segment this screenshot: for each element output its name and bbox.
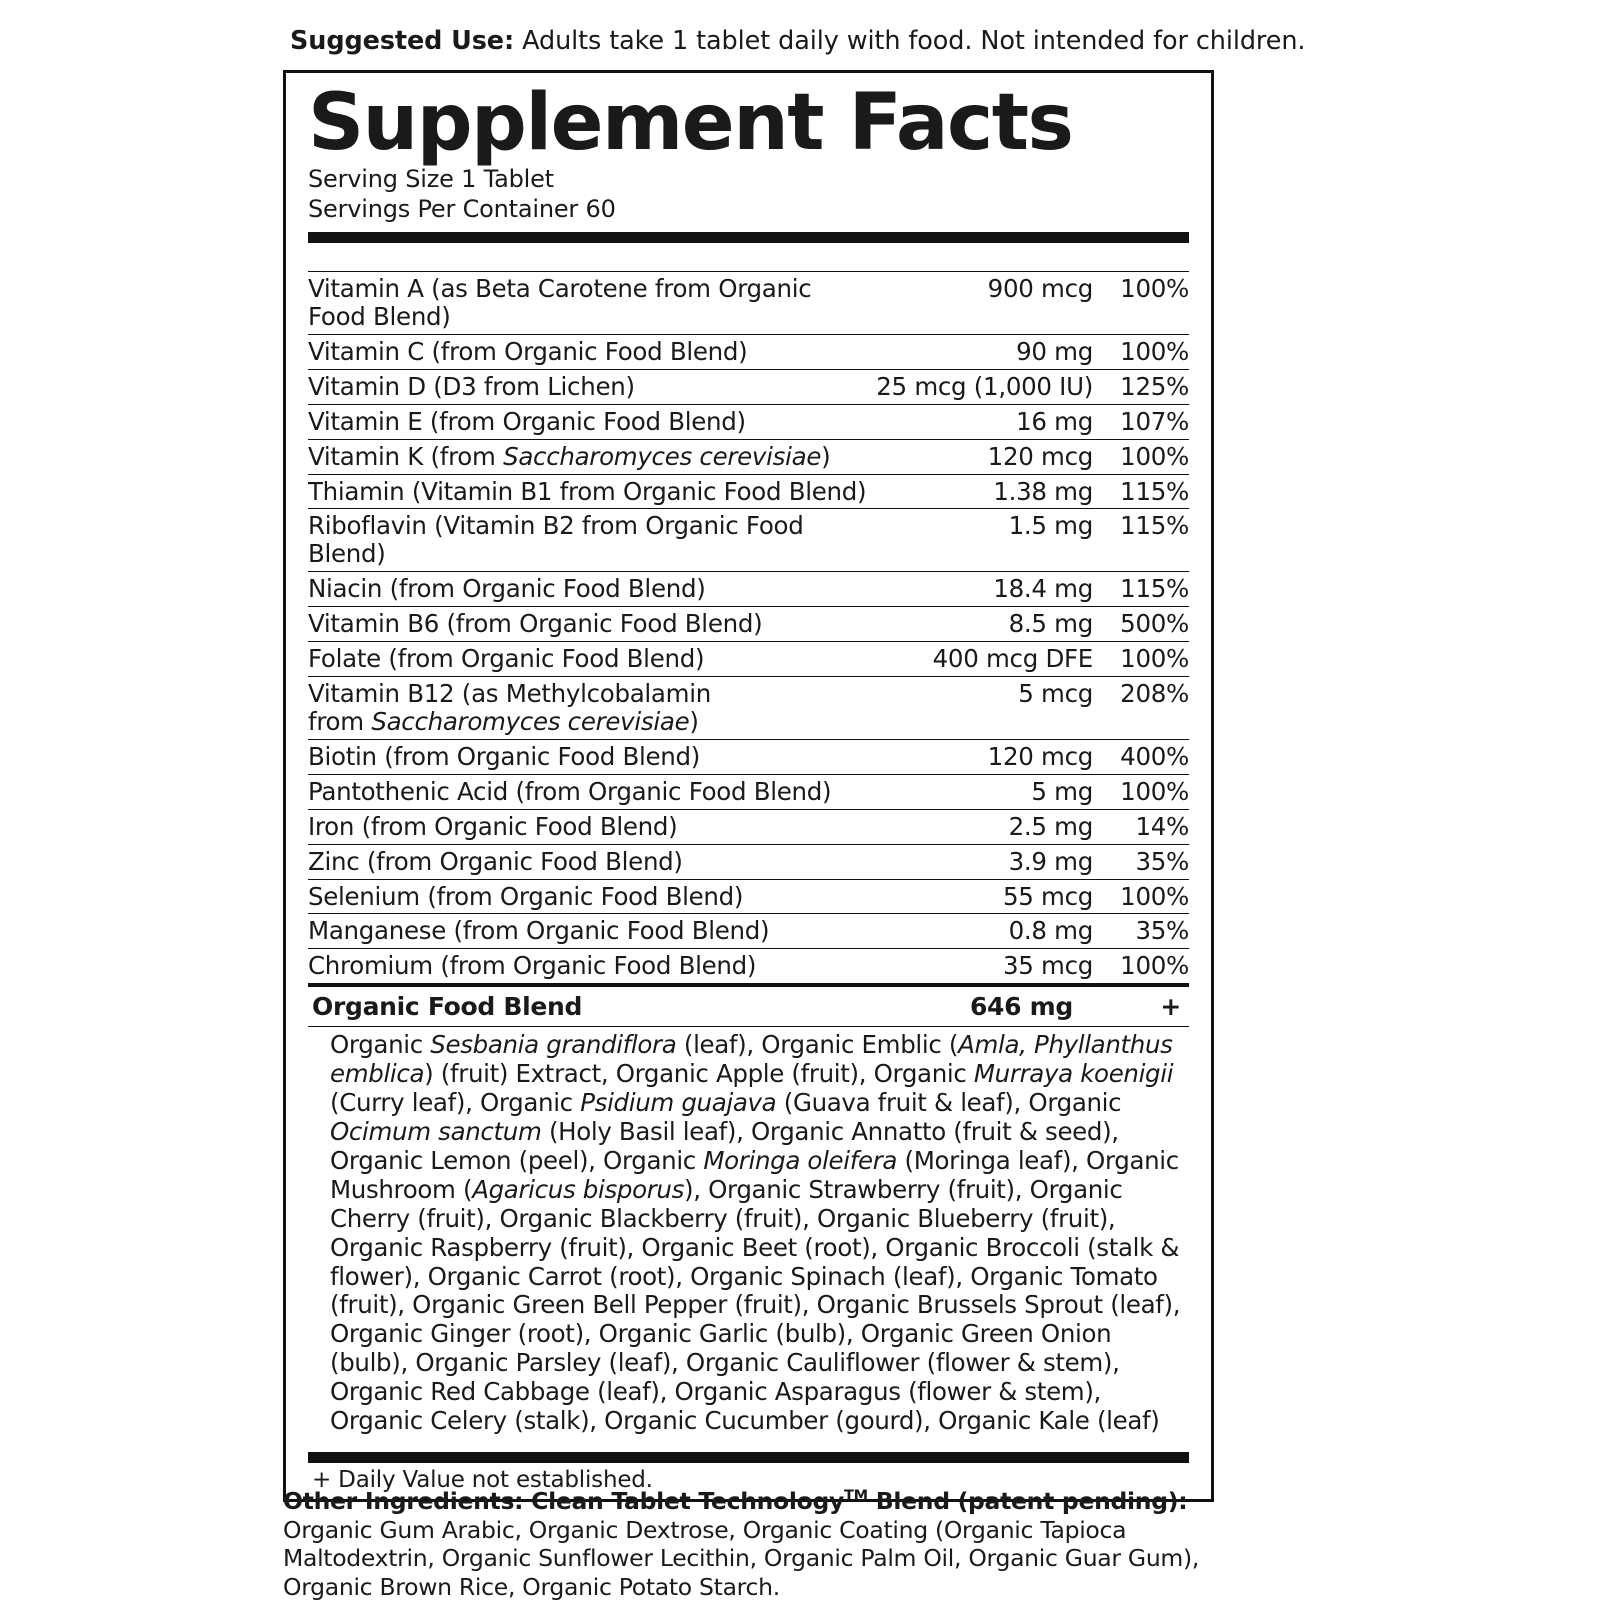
nutrient-daily-value: 100%: [1093, 334, 1189, 369]
table-row: [308, 271, 1189, 334]
nutrient-daily-value: 400%: [1093, 739, 1189, 774]
table-row: [308, 334, 1189, 369]
nutrient-name: Niacin (from Organic Food Blend): [308, 572, 876, 607]
nutrient-daily-value: 100%: [1093, 774, 1189, 809]
nutrient-daily-value: 100%: [1093, 439, 1189, 474]
suggested-use-line: [290, 26, 1310, 57]
blend-header-row: [308, 987, 1189, 1026]
other-ingredients-label: [283, 1487, 1187, 1515]
nutrient-daily-value: 107%: [1093, 404, 1189, 439]
nutrient-name: Zinc (from Organic Food Blend): [308, 844, 876, 879]
table-row: [308, 774, 1189, 809]
nutrient-daily-value: 35%: [1093, 914, 1189, 949]
nutrient-daily-value: 100%: [1093, 879, 1189, 914]
nutrient-daily-value: 35%: [1093, 844, 1189, 879]
table-row: [308, 809, 1189, 844]
page-title: Supplement Facts: [308, 78, 1073, 168]
supplement-facts-panel: [283, 70, 1214, 1505]
table-row: [308, 879, 1189, 914]
nutrient-daily-value: 115%: [1093, 509, 1189, 572]
nutrient-daily-value: 115%: [1093, 572, 1189, 607]
nutrient-daily-value: 115%: [1093, 474, 1189, 509]
nutrient-name: Biotin (from Organic Food Blend): [308, 739, 876, 774]
suggested-use-text: Adults take 1 tablet daily with food. Not intended for children.: [514, 26, 1306, 56]
table-row: [308, 474, 1189, 509]
nutrient-daily-value: 14%: [1093, 809, 1189, 844]
nutrient-name: Selenium (from Organic Food Blend): [308, 879, 876, 914]
nutrient-amount: 120 mcg: [876, 439, 1093, 474]
nutrient-daily-value: 208%: [1093, 677, 1189, 740]
serving-size: Serving Size 1 Tablet: [308, 165, 554, 194]
divider-thick-bottom: [308, 1452, 1189, 1463]
blend-daily-value: +: [1160, 992, 1181, 1022]
blend-ingredients: Organic Sesbania grandiflora (leaf), Organic Emblic (Amla, Phyllanthus emblica) (fruit) Extract, Organic Apple (fruit), Organic Murraya koenigii (Curry leaf), Organic Psidium guajava (Guava fruit & leaf), Organic Ocimum sanctum (Holy Basil leaf), Organic Annatto (fruit & seed), Organic Lemon (peel), Organic Moringa oleifera (Moringa leaf), Organic Mushroom (Agaricus bisporus), Organic Strawberry (fruit), Organic Cherry (fruit), Organic Blackberry (fruit), Organic Blueberry (fruit), Organic Raspberry (fruit), Organic Beet (root), Organic Broccoli (stalk & flower), Organic Carrot (root), Organic Spinach (leaf), Organic Tomato (fruit), Organic Green Bell Pepper (fruit), Organic Brussels Sprout (leaf), Organic Ginger (root), Organic Garlic (bulb), Organic Green Onion (bulb), Organic Parsley (leaf), Organic Cauliflower (flower & stem), Organic Red Cabbage (leaf), Organic Asparagus (flower & stem), Organic Celery (stalk), Organic Cucumber (gourd), Organic Kale (leaf): [330, 1030, 1181, 1436]
nutrient-daily-value: 100%: [1093, 271, 1189, 334]
nutrient-amount: 400 mcg DFE: [876, 642, 1093, 677]
nutrient-name: Chromium (from Organic Food Blend): [308, 949, 876, 983]
nutrient-name: Vitamin A (as Beta Carotene from Organic Food Blend): [308, 271, 876, 334]
table-row: [308, 439, 1189, 474]
nutrient-name: Riboflavin (Vitamin B2 from Organic Food Blend): [308, 509, 876, 572]
divider-thick-top: [308, 232, 1189, 243]
spacer: [308, 243, 1189, 271]
nutrient-amount: 0.8 mg: [876, 914, 1093, 949]
daily-value-footnote: + Daily Value not established.: [312, 1467, 653, 1494]
nutrient-name: Vitamin B12 (as Methylcobalamin from Saccharomyces cerevisiae): [308, 677, 876, 740]
nutrient-daily-value: 100%: [1093, 642, 1189, 677]
table-row: [308, 642, 1189, 677]
suggested-use-label: Suggested Use:: [290, 26, 515, 56]
trademark-mark: TM: [844, 1487, 868, 1505]
table-row: [308, 607, 1189, 642]
nutrient-amount: 25 mcg (1,000 IU): [876, 369, 1093, 404]
table-row: [308, 572, 1189, 607]
nutrient-name: Vitamin K (from Saccharomyces cerevisiae): [308, 439, 876, 474]
nutrient-name: Manganese (from Organic Food Blend): [308, 914, 876, 949]
blend-name: Organic Food Blend: [312, 992, 583, 1022]
other-ingredients: [283, 1487, 1218, 1602]
nutrient-amount: 3.9 mg: [876, 844, 1093, 879]
nutrient-amount: 900 mcg: [876, 271, 1093, 334]
nutrient-name: Iron (from Organic Food Blend): [308, 809, 876, 844]
nutrient-amount: 90 mg: [876, 334, 1093, 369]
other-ingredients-label-tail: Blend (patent pending):: [867, 1487, 1188, 1515]
nutrient-name: Thiamin (Vitamin B1 from Organic Food Blend): [308, 474, 876, 509]
table-row: [308, 949, 1189, 983]
nutrient-amount: 55 mcg: [876, 879, 1093, 914]
table-row: [308, 369, 1189, 404]
nutrient-name: Vitamin C (from Organic Food Blend): [308, 334, 876, 369]
nutrient-amount: 8.5 mg: [876, 607, 1093, 642]
servings-per-container: Servings Per Container 60: [308, 194, 616, 223]
table-row: [308, 739, 1189, 774]
nutrient-name: Pantothenic Acid (from Organic Food Blend): [308, 774, 876, 809]
blend-amount: 646 mg: [969, 992, 1073, 1022]
nutrient-amount: 120 mcg: [876, 739, 1093, 774]
nutrient-name: Vitamin E (from Organic Food Blend): [308, 404, 876, 439]
nutrient-amount: 16 mg: [876, 404, 1093, 439]
nutrient-amount: 1.38 mg: [876, 474, 1093, 509]
nutrient-daily-value: 100%: [1093, 949, 1189, 983]
nutrient-name: Vitamin D (D3 from Lichen): [308, 369, 876, 404]
nutrient-name: Folate (from Organic Food Blend): [308, 642, 876, 677]
other-ingredients-text: Organic Gum Arabic, Organic Dextrose, Organic Coating (Organic Tapioca Maltodextrin, Organic Sunflower Lecithin, Organic Palm Oil, Organic Guar Gum), Organic Brown Rice, Organic Potato Starch.: [283, 1515, 1200, 1601]
nutrient-amount: 5 mg: [876, 774, 1093, 809]
nutrient-table: [308, 271, 1189, 983]
nutrient-daily-value: 500%: [1093, 607, 1189, 642]
nutrient-amount: 2.5 mg: [876, 809, 1093, 844]
nutrient-amount: 5 mcg: [876, 677, 1093, 740]
nutrient-name: Vitamin B6 (from Organic Food Blend): [308, 607, 876, 642]
table-row: [308, 677, 1189, 740]
nutrient-daily-value: 125%: [1093, 369, 1189, 404]
nutrient-amount: 1.5 mg: [876, 509, 1093, 572]
nutrient-amount: 35 mcg: [876, 949, 1093, 983]
table-row: [308, 404, 1189, 439]
table-row: [308, 844, 1189, 879]
table-row: [308, 509, 1189, 572]
table-row: [308, 914, 1189, 949]
other-ingredients-label-text: Other Ingredients: Clean Tablet Technology: [283, 1487, 845, 1515]
nutrient-amount: 18.4 mg: [876, 572, 1093, 607]
